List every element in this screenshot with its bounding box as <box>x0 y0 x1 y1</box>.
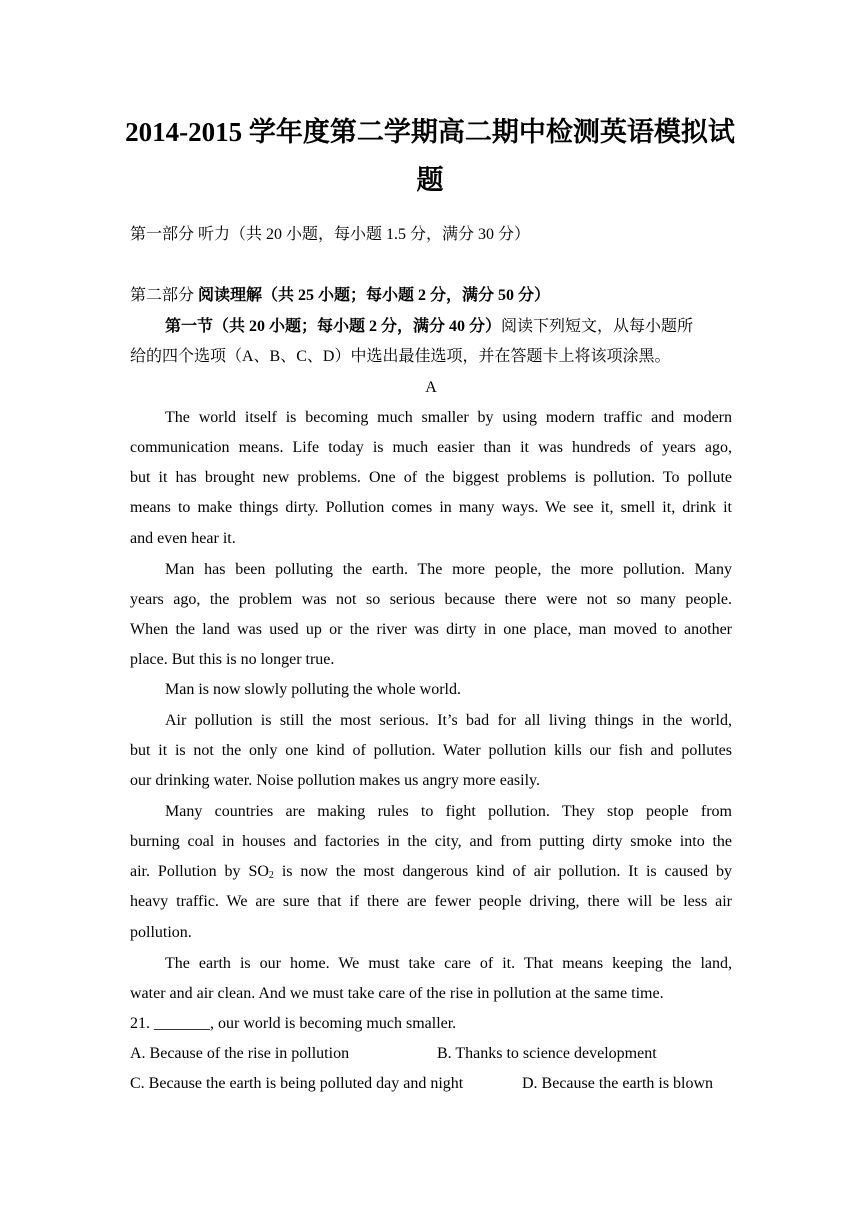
section1-instructions: 阅读下列短文，从每小题所 <box>501 318 694 335</box>
passage-line: years ago, the problem was not so serious because there were not so many people. <box>130 591 732 608</box>
title-line-1: 2014-2015 学年度第二学期高二期中检测英语模拟试 <box>125 117 735 147</box>
part2-heading <box>130 285 732 307</box>
so2-text-after: is now the most dangerous kind of air pollution. It is caused by <box>273 863 732 880</box>
passage-line: and even hear it. <box>130 530 236 547</box>
passage-line: our drinking water. Noise pollution makes us angry more easily. <box>130 772 540 789</box>
title-line-2: 题 <box>416 165 444 195</box>
question-21-option-d: D. Because the earth is blown <box>522 1075 714 1092</box>
question-21-option-a: A. Because of the rise in pollution <box>130 1045 350 1062</box>
page-title <box>120 108 740 204</box>
passage-line: communication means. Life today is much easier than it was hundreds of years ago, <box>130 439 732 456</box>
part1-heading: 第一部分 听力（共 20 小题，每小题 1.5 分，满分 30 分） <box>130 226 531 243</box>
section1-heading: 第一节（共 20 小题；每小题 2 分，满分 40 分） <box>165 318 502 335</box>
passage-line: Many countries are making rules to fight pollution. They stop people from <box>165 803 732 820</box>
passage-line: Man is now slowly polluting the whole world. <box>165 681 461 698</box>
passage-line-so2 <box>130 861 732 883</box>
question-21-option-c: C. Because the earth is being polluted day and night <box>130 1075 464 1092</box>
passage-line: When the land was used up or the river was dirty in one place, man moved to another <box>130 621 732 638</box>
passage-line: place. But this is no longer true. <box>130 651 335 668</box>
passage-line: but it has brought new problems. One of the biggest problems is pollution. To pollute <box>130 469 732 486</box>
passage-label: A <box>425 379 437 396</box>
passage-line: Man has been polluting the earth. The more people, the more pollution. Many <box>165 561 732 578</box>
passage-line: The world itself is becoming much smaller by using modern traffic and modern <box>165 409 732 426</box>
passage-line: heavy traffic. We are sure that if there are fewer people driving, there will be less air <box>130 893 732 910</box>
section1-line-1 <box>165 316 732 338</box>
passage-line: Air pollution is still the most serious. It’s bad for all living things in the world, <box>165 712 732 729</box>
so2-subscript: 2 <box>268 870 274 881</box>
passage-line: but it is not the only one kind of pollution. Water pollution kills our fish and pollutes <box>130 742 732 759</box>
part2-title: 阅读理解（共 25 小题；每小题 2 分，满分 50 分） <box>198 287 551 304</box>
section1-line-2: 给的四个选项（A、B、C、D）中选出最佳选项，并在答题卡上将该项涂黑。 <box>130 348 671 365</box>
passage-line: pollution. <box>130 924 192 941</box>
passage-line: burning coal in houses and factories in the city, and from putting dirty smoke into the <box>130 833 732 850</box>
question-21-option-b: B. Thanks to science development <box>437 1045 657 1062</box>
passage-line: The earth is our home. We must take care of it. That means keeping the land, <box>165 955 732 972</box>
passage-line: means to make things dirty. Pollution comes in many ways. We see it, smell it, drink it <box>130 499 732 516</box>
question-21-stem: 21. _______, our world is becoming much smaller. <box>130 1015 457 1032</box>
passage-line: water and air clean. And we must take care of the rise in pollution at the same time. <box>130 985 664 1002</box>
part2-label: 第二部分 <box>130 287 195 304</box>
so2-text-before: air. Pollution by SO <box>130 863 269 880</box>
